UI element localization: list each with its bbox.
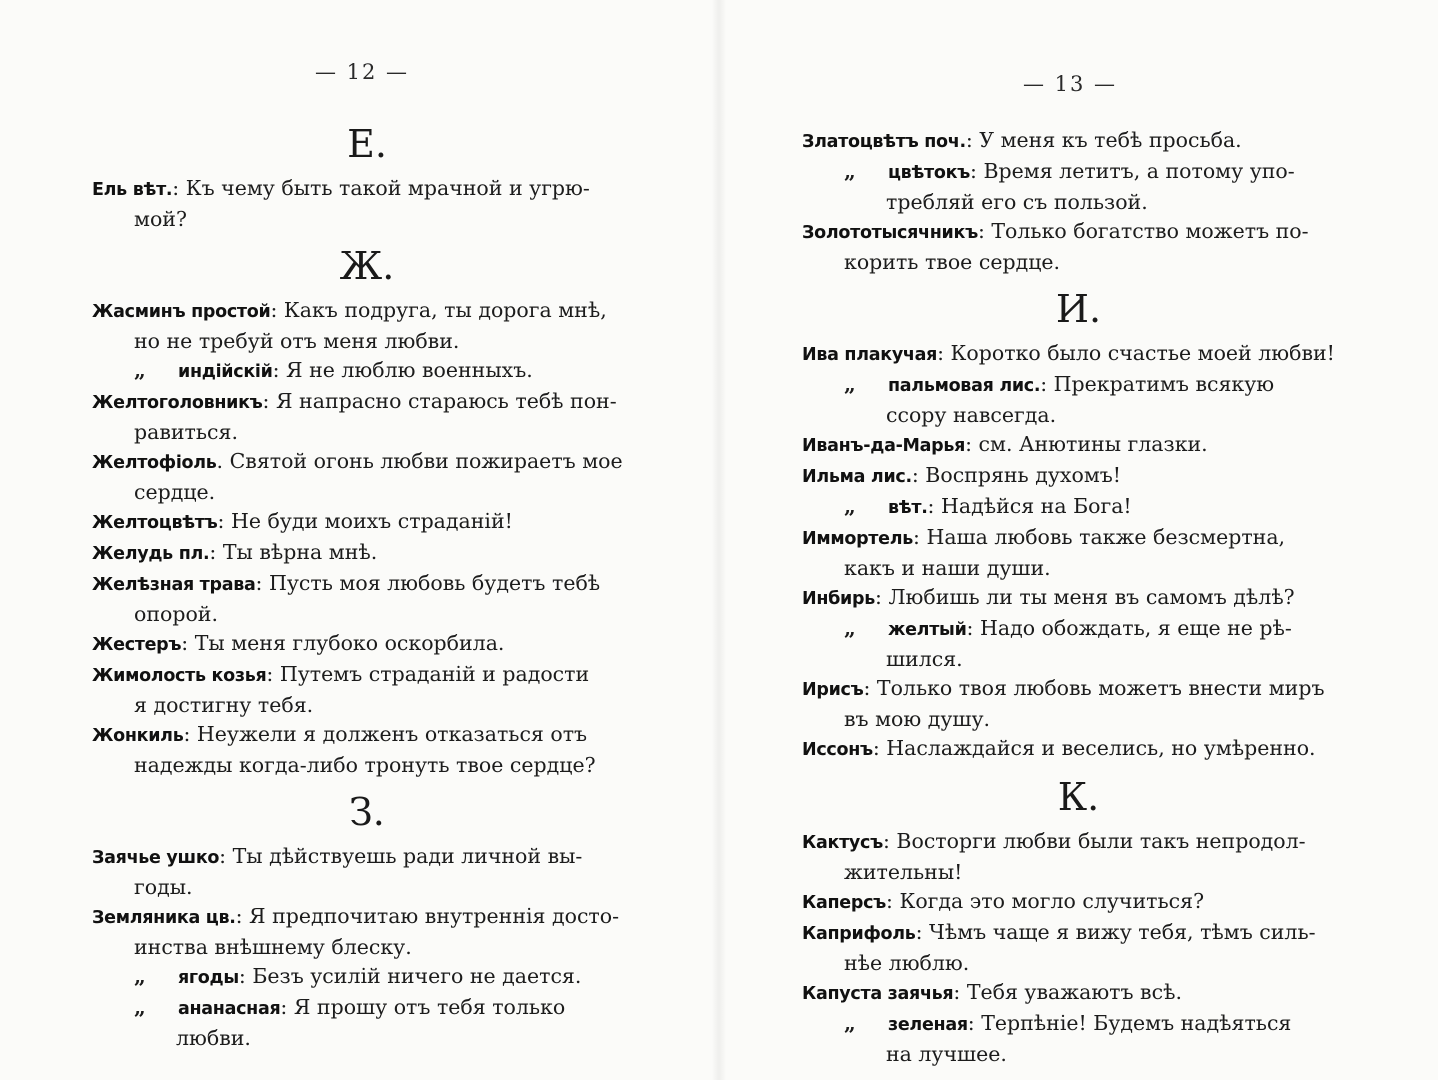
entry-separator: :	[183, 722, 197, 746]
dictionary-entry	[802, 674, 1355, 734]
entry-continuation: любви.	[176, 1026, 251, 1050]
dictionary-entry	[92, 660, 642, 720]
entry-first-line	[92, 296, 642, 327]
ditto-mark: „	[844, 1011, 856, 1035]
entry-continuation: требляй его съ пользой.	[886, 190, 1148, 214]
entry-separator: :	[966, 616, 980, 640]
entry-meaning: Когда это могло случиться?	[899, 889, 1205, 913]
dictionary-entry	[802, 583, 1355, 614]
entry-first-line	[844, 370, 1355, 401]
entry-first-line	[134, 356, 642, 387]
entry-continuation: опорой.	[134, 602, 218, 626]
right-page	[719, 0, 1438, 1080]
entry-term: Ильма лис.	[802, 467, 912, 487]
entry-term: Заячье ушко	[92, 848, 220, 868]
entry-first-line	[92, 507, 642, 538]
entry-first-line	[92, 538, 642, 569]
entry-meaning: Прекратимъ всякую	[1053, 372, 1275, 396]
dictionary-entry	[92, 387, 642, 447]
entry-separator: :	[872, 736, 887, 760]
entry-separator: :	[970, 159, 984, 183]
entry-separator: :	[272, 358, 286, 382]
dictionary-entry	[802, 734, 1355, 765]
entry-first-line	[802, 674, 1355, 705]
entry-meaning: Путемъ страданій и радости	[279, 662, 590, 686]
dictionary-entry	[802, 1009, 1355, 1069]
entry-separator: :	[219, 844, 233, 868]
entry-term: Капуста заячья	[802, 984, 954, 1004]
entry-continuation: я достигну тебя.	[134, 693, 314, 717]
entry-first-line	[802, 523, 1355, 554]
entry-term: Жасминъ простой	[92, 302, 271, 322]
entry-meaning: Неужели я долженъ отказаться отъ	[196, 722, 588, 746]
entry-term: Желтоголовникъ	[92, 393, 263, 413]
entry-separator: :	[262, 389, 276, 413]
entry-meaning: Ты дѣйствуешь ради личной вы-	[232, 844, 583, 868]
entry-term: Желѣзная трава	[92, 575, 256, 595]
dictionary-entry	[802, 887, 1355, 918]
entry-separator: :	[913, 525, 927, 549]
dictionary-entry	[802, 157, 1355, 217]
entry-meaning: Время летитъ, а потому упо-	[983, 159, 1295, 183]
entry-meaning: Пусть моя любовь будетъ тебѣ	[268, 571, 601, 595]
entry-continuation: сердце.	[134, 480, 216, 504]
entry-first-line	[92, 842, 642, 873]
entry-continuation: нѣе люблю.	[844, 951, 970, 975]
entry-separator: :	[953, 980, 967, 1004]
entry-separator: :	[255, 571, 269, 595]
entry-meaning: Любишь ли ты меня въ самомъ дѣлѣ?	[888, 585, 1295, 609]
entry-separator: :	[965, 128, 980, 152]
entry-separator: :	[209, 540, 223, 564]
entry-first-line	[802, 430, 1355, 461]
section-letter-heading: Е.	[347, 122, 387, 166]
entry-term: вѣт.	[888, 498, 928, 518]
entry-separator: :	[217, 509, 231, 533]
entry-term: Кактусъ	[802, 833, 883, 853]
section-letter-heading: З.	[349, 790, 385, 834]
entry-first-line	[802, 734, 1355, 765]
entry-continuation: шился.	[886, 647, 963, 671]
entry-separator: :	[172, 176, 186, 200]
entry-separator: :	[937, 341, 951, 365]
section-letter-heading: Ж.	[339, 244, 395, 288]
dictionary-entry	[92, 902, 642, 962]
dictionary-entry	[802, 492, 1355, 523]
entry-first-line	[92, 902, 642, 933]
entry-first-line	[802, 339, 1355, 370]
entry-first-line	[92, 629, 642, 660]
entry-meaning: Тебя уважаютъ всѣ.	[966, 980, 1182, 1004]
entry-separator: :	[270, 298, 284, 322]
entry-continuation: инства внѣшнему блеску.	[134, 935, 412, 959]
entry-separator: :	[965, 432, 979, 456]
entry-continuation: но не требуй отъ меня любви.	[134, 329, 460, 353]
entry-term: Иссонъ	[802, 740, 873, 760]
ditto-mark: „	[844, 372, 856, 396]
entry-separator: :	[927, 494, 941, 518]
dictionary-entry	[92, 538, 642, 569]
section-letter-heading: К.	[1057, 775, 1100, 819]
dictionary-entry	[92, 720, 642, 780]
entry-first-line	[802, 461, 1355, 492]
entry-first-line	[92, 720, 642, 751]
entry-meaning: Чѣмъ чаще я вижу тебя, тѣмъ силь-	[929, 920, 1316, 944]
entry-term: Жимолость козья	[92, 666, 267, 686]
entry-meaning: У меня къ тебѣ просьба.	[979, 128, 1242, 152]
entry-first-line	[844, 492, 1355, 523]
entry-term: Инбирь	[802, 589, 876, 609]
page-content	[92, 112, 642, 1053]
dictionary-entry	[802, 461, 1355, 492]
entry-term: Ива плакучая	[802, 345, 938, 365]
entry-term: желтый	[888, 620, 967, 640]
entry-continuation: равиться.	[134, 420, 238, 444]
ditto-mark: „	[134, 964, 146, 988]
entry-meaning: Коротко было счастье моей любви!	[950, 341, 1335, 365]
entry-term: цвѣтокъ	[888, 163, 971, 183]
entry-meaning: Восторги любви были такъ непродол-	[896, 829, 1306, 853]
entry-separator: :	[1040, 372, 1054, 396]
entry-term: Ирисъ	[802, 680, 864, 700]
ditto-mark: „	[134, 995, 146, 1019]
entry-first-line	[802, 217, 1355, 248]
ditto-mark: „	[844, 159, 856, 183]
entry-meaning: Ты меня глубоко оскорбила.	[194, 631, 505, 655]
entry-term: зеленая	[888, 1015, 968, 1035]
ditto-mark: „	[844, 616, 856, 640]
dictionary-entry	[802, 978, 1355, 1009]
entry-separator: :	[875, 585, 889, 609]
entry-meaning: см. Анютины глазки.	[978, 432, 1208, 456]
entry-first-line	[134, 962, 642, 993]
entry-meaning: Только богатство можетъ по-	[991, 219, 1309, 243]
entry-term: Златоцвѣтъ поч.	[802, 132, 966, 152]
entry-continuation: на лучшее.	[886, 1042, 1007, 1066]
dictionary-entry	[92, 629, 642, 660]
section-letter-heading: И.	[1055, 287, 1102, 331]
entry-first-line	[802, 827, 1355, 858]
entry-separator: :	[977, 219, 992, 243]
dictionary-entry	[92, 993, 642, 1053]
entry-term: ягоды	[178, 968, 239, 988]
entry-separator: :	[911, 463, 926, 487]
entry-separator: :	[882, 829, 897, 853]
entry-term: ананасная	[178, 999, 281, 1019]
entry-first-line	[92, 447, 642, 478]
entry-term: Иммортель	[802, 529, 913, 549]
entry-meaning: Къ чему быть такой мрачной и угрю-	[185, 176, 590, 200]
dictionary-entry	[92, 842, 642, 902]
dictionary-entry	[802, 827, 1355, 887]
entry-meaning: Безъ усилій ничего не дается.	[252, 964, 582, 988]
entry-separator: :	[280, 995, 294, 1019]
entry-term: Ель вѣт.	[92, 180, 173, 200]
dictionary-entry	[92, 296, 642, 356]
entry-meaning: Святой огонь любви пожираетъ мое	[229, 449, 623, 473]
entry-meaning: Надо обождать, я еще не рѣ-	[979, 616, 1292, 640]
dictionary-entry	[92, 356, 642, 387]
entry-meaning: Надѣйся на Бога!	[940, 494, 1132, 518]
entry-continuation: годы.	[134, 875, 193, 899]
entry-separator: :	[235, 904, 250, 928]
entry-meaning: Терпѣніе! Будемъ надѣяться	[981, 1011, 1292, 1035]
entry-first-line	[802, 583, 1355, 614]
entry-meaning: Наслаждайся и веселись, но умѣренно.	[886, 736, 1316, 760]
entry-first-line	[802, 978, 1355, 1009]
entry-meaning: Только твоя любовь можетъ внести миръ	[876, 676, 1325, 700]
entry-first-line	[92, 569, 642, 600]
entry-separator: :	[967, 1011, 982, 1035]
entry-separator: :	[266, 662, 280, 686]
entry-meaning: Я напрасно стараюсь тебѣ пон-	[275, 389, 617, 413]
entry-separator: :	[886, 889, 900, 913]
entry-meaning: Ты вѣрна мнѣ.	[222, 540, 378, 564]
ditto-mark: „	[134, 358, 146, 382]
entry-separator: :	[863, 676, 877, 700]
dictionary-entry	[92, 447, 642, 507]
entry-separator: .	[216, 449, 230, 473]
entry-term: пальмовая лис.	[888, 376, 1041, 396]
page-number: — 12 —	[314, 60, 410, 84]
dictionary-entry	[92, 507, 642, 538]
dictionary-entry	[802, 339, 1355, 370]
entry-meaning: Какъ подруга, ты дорога мнѣ,	[283, 298, 607, 322]
entry-meaning: Я не люблю военныхъ.	[286, 358, 533, 382]
entry-continuation: надежды когда-либо тронуть твое сердце?	[134, 753, 596, 777]
entry-meaning: Наша любовь также безсмертна,	[926, 525, 1286, 549]
entry-first-line	[802, 887, 1355, 918]
dictionary-entry	[802, 217, 1355, 277]
entry-continuation: въ мою душу.	[844, 707, 991, 731]
entry-continuation: какъ и наши души.	[844, 556, 1051, 580]
entry-continuation: ссору навсегда.	[886, 403, 1057, 427]
dictionary-entry	[802, 523, 1355, 583]
page-number: — 13 —	[1022, 72, 1118, 96]
dictionary-entry	[802, 370, 1355, 430]
entry-term: индійскій	[178, 362, 273, 382]
entry-term: Каприфоль	[802, 924, 916, 944]
entry-continuation: корить твое сердце.	[844, 250, 1061, 274]
entry-first-line	[844, 1009, 1355, 1040]
entry-meaning: Воспрянь духомъ!	[925, 463, 1122, 487]
dictionary-entry	[802, 126, 1355, 157]
page-content	[802, 126, 1355, 1069]
entry-term: Каперсъ	[802, 893, 887, 913]
entry-term: Золототысячникъ	[802, 223, 978, 243]
entry-term: Желтофіоль	[92, 453, 217, 473]
entry-term: Жестеръ	[92, 635, 182, 655]
entry-separator: :	[238, 964, 253, 988]
entry-first-line	[802, 918, 1355, 949]
dictionary-entry	[802, 614, 1355, 674]
dictionary-entry	[92, 962, 642, 993]
entry-first-line	[92, 174, 642, 205]
dictionary-entry	[802, 430, 1355, 461]
entry-first-line	[134, 993, 642, 1024]
entry-term: Иванъ-да-Марья	[802, 436, 966, 456]
entry-term: Желтоцвѣтъ	[92, 513, 218, 533]
entry-continuation: жительны!	[844, 860, 963, 884]
dictionary-entry	[92, 569, 642, 629]
entry-term: Жонкиль	[92, 726, 184, 746]
entry-first-line	[92, 660, 642, 691]
entry-separator: :	[181, 631, 195, 655]
entry-continuation: мой?	[134, 207, 187, 231]
entry-first-line	[802, 126, 1355, 157]
entry-meaning: Не буди моихъ страданій!	[230, 509, 513, 533]
entry-term: Желудь пл.	[92, 544, 210, 564]
entry-first-line	[92, 387, 642, 418]
entry-first-line	[844, 614, 1355, 645]
ditto-mark: „	[844, 494, 856, 518]
entry-first-line	[844, 157, 1355, 188]
entry-meaning: Я предпочитаю внутреннія досто-	[249, 904, 620, 928]
entry-meaning: Я прошу отъ тебя только	[293, 995, 566, 1019]
dictionary-entry	[802, 918, 1355, 978]
entry-separator: :	[915, 920, 929, 944]
entry-term: Земляника цв.	[92, 908, 236, 928]
dictionary-entry	[92, 174, 642, 234]
